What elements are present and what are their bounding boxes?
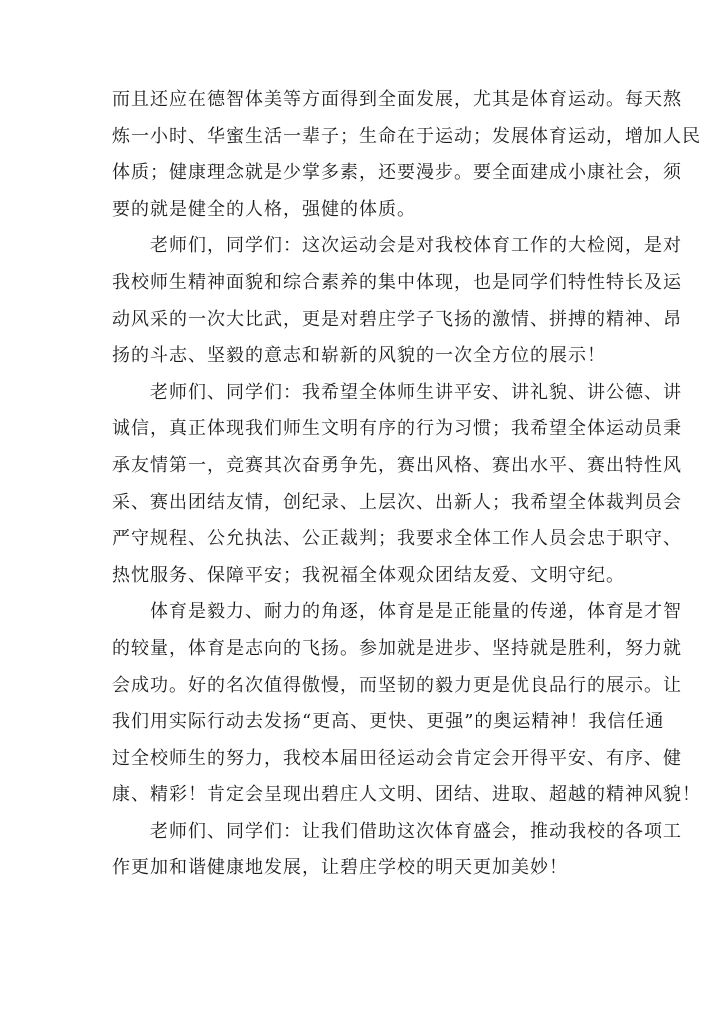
text-line: 要的就是健全的人格，强健的体质。 — [112, 198, 416, 220]
text-line: 动风采的一次大比武，更是对碧庄学子飞扬的激情、拼搏的精神、昂 — [112, 308, 682, 330]
text-line: 体育是毅力、耐力的角逐，体育是是正能量的传递，体育是才智 — [150, 601, 682, 623]
text-line: 我校师生精神面貌和综合素养的集中体现，也是同学们特性特长及运 — [112, 271, 682, 293]
text-line: 热忱服务、保障平安；我祝福全体观众团结友爱、文明守纪。 — [112, 564, 625, 586]
text-line: 诚信，真正体现我们师生文明有序的行为习惯；我希望全体运动员秉 — [112, 418, 682, 440]
text-line: 严守规程、公允执法、公正裁判；我要求全体工作人员会忠于职守、 — [112, 528, 682, 550]
paragraph-5 — [112, 814, 682, 887]
text-line: 会成功。好的名次值得傲慢，而坚韧的毅力更是优良品行的展示。让 — [112, 674, 682, 696]
text-line: 老师们、同学们：我希望全体师生讲平安、讲礼貌、讲公德、讲 — [150, 381, 682, 403]
text-line: 而且还应在德智体美等方面得到全面发展，尤其是体育运动。每天熬 — [112, 89, 682, 110]
text-line: 老师们、同学们：让我们借助这次体育盛会，推动我校的各项工 — [150, 820, 682, 842]
paragraph-1 — [112, 82, 701, 228]
paragraph-4 — [112, 594, 701, 814]
text-line: 扬的斗志、坚毅的意志和崭新的风貌的一次全方位的展示！ — [112, 345, 606, 367]
text-line: 康、精彩！肯定会呈现出碧庄人文明、团结、进取、超越的精神风貌！ — [112, 784, 701, 806]
text-line: 采、赛出团结友情，创纪录、上层次、出新人；我希望全体裁判员会 — [112, 491, 682, 513]
text-line: 炼一小时、华蜜生活一辈子；生命在于运动；发展体育运动，增加人民 — [112, 125, 701, 147]
document-body — [112, 82, 701, 887]
paragraph-2 — [112, 228, 682, 374]
text-line: 体质；健康理念就是少掌多素，还要漫步。要全面建成小康社会，须 — [112, 162, 682, 184]
paragraph-3 — [112, 375, 682, 595]
text-line: 老师们，同学们：这次运动会是对我校体育工作的大检阅，是对 — [150, 235, 682, 257]
text-line: 作更加和谐健康地发展，让碧庄学校的明天更加美妙！ — [112, 857, 568, 879]
text-line: 的较量，体育是志向的飞扬。参加就是进步、坚持就是胜利，努力就 — [112, 637, 682, 659]
text-line: 我们用实际行动去发扬“更高、更快、更强”的奥运精神！我信任通 — [112, 711, 665, 733]
text-line: 承友情第一，竞赛其次奋勇争先，赛出风格、赛出水平、赛出特性风 — [112, 454, 682, 476]
text-line: 过全校师生的努力，我校本届田径运动会肯定会开得平安、有序、健 — [112, 747, 682, 769]
